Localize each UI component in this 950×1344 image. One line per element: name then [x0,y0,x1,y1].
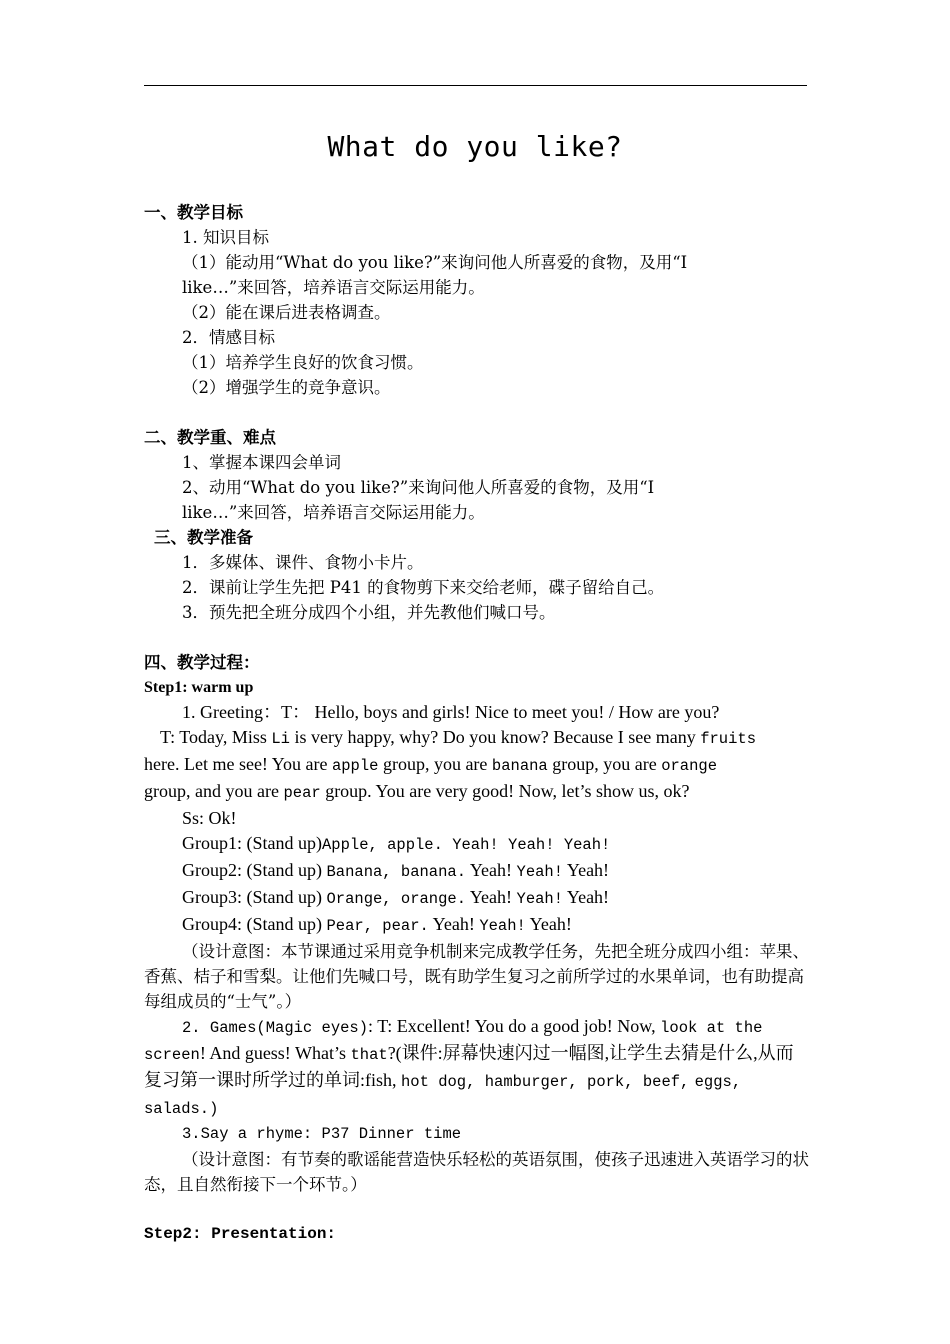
rhyme-line: 3.Say a rhyme: P37 Dinner time [182,1125,462,1143]
document-title: What do you like? [327,130,623,163]
section-heading-objectives: 一、教学目标 [144,203,243,222]
section-heading-process: 四、教学过程： [144,653,260,672]
group1-chant: Group1: (Stand up)Apple, apple. Yeah! Yeah! Yeah! [182,833,611,854]
design-intent-2: （设计意图：有节奏的歌谣能营造快乐轻松的英语氛围，使孩子迅速进入英语学习的状态，且自然衔接下一个环节。） [144,1150,809,1194]
prep-2: 2．课前让学生先把 P41 的食物剪下来交给老师，碟子留给自己。 [182,578,665,597]
section-heading-key-points: 二、教学重、难点 [144,428,276,447]
objective-emotion-2: （2）增强学生的竞争意识。 [182,378,391,397]
objective-knowledge-1: （1）能动用“What do you like?”来询问他人所喜爱的食物，及用“I [182,253,688,272]
objective-emotion: 2．情感目标 [182,328,275,347]
objective-knowledge-1-cont: like…”来回答，培养语言交际运用能力。 [182,278,485,297]
group3-chant: Group3: (Stand up) Orange, orange. Yeah! Yeah! Yeah! [182,887,610,908]
objective-emotion-1: （1）培养学生良好的饮食习惯。 [182,353,424,372]
document-body [144,200,809,1247]
spacer [144,400,809,425]
students-reply: Ss: Ok! [182,808,237,828]
step2-heading: Step2: Presentation: [144,1225,337,1243]
spacer [144,625,809,650]
prep-1: 1．多媒体、课件、食物小卡片。 [182,553,424,572]
header-rule [144,85,807,86]
objective-knowledge-2: （2）能在课后进表格调查。 [182,303,391,322]
group2-chant: Group2: (Stand up) Banana, banana. Yeah! Yeah! Yeah! [182,860,610,881]
teacher-line-1: T: Today, Miss Li is very happy, why? Do you know? Because I see many fruits [160,727,757,748]
spacer [144,1197,809,1222]
key-point-1: 1、掌握本课四会单词 [182,453,341,472]
key-point-2-cont: like…”来回答，培养语言交际运用能力。 [182,503,485,522]
group4-chant: Group4: (Stand up) Pear, pear. Yeah! Yeah! Yeah! [182,914,572,935]
teacher-line-3: group, and you are pear group. You are very good! Now, let’s show us, ok? [144,781,690,802]
design-intent-1: （设计意图：本节课通过采用竞争机制来完成教学任务，先把全班分成四小组：苹果、香蕉、桔子和雪梨。让他们先喊口号，既有助学生复习之前所学过的水果单词，也有助提高每组成员的“士气”。） [144,942,809,1011]
teacher-line-2: here. Let me see! You are apple group, you are banana group, you are orange [144,754,718,775]
greeting-line: 1. Greeting：T： Hello, boys and girls! Nice to meet you! / How are you? [182,702,720,722]
objective-knowledge: 1. 知识目标 [182,228,269,247]
section-heading-preparation: 三、教学准备 [154,528,253,547]
key-point-2: 2、动用“What do you like?”来询问他人所喜爱的食物，及用“I [182,478,655,497]
games-activity: 2. Games(Magic eyes): T: Excellent! You do a good job! Now, look at the screen! And guess! What’s that?(课件:屏幕快速闪过一幅图,让学生去猜是什么,从而复习第一课时所学过的单词:fish, hot dog, hamburger, pork, beef, eggs, salads.) [144,1016,794,1118]
step1-heading: Step1: warm up [144,679,254,696]
prep-3: 3．预先把全班分成四个小组，并先教他们喊口号。 [182,603,556,622]
